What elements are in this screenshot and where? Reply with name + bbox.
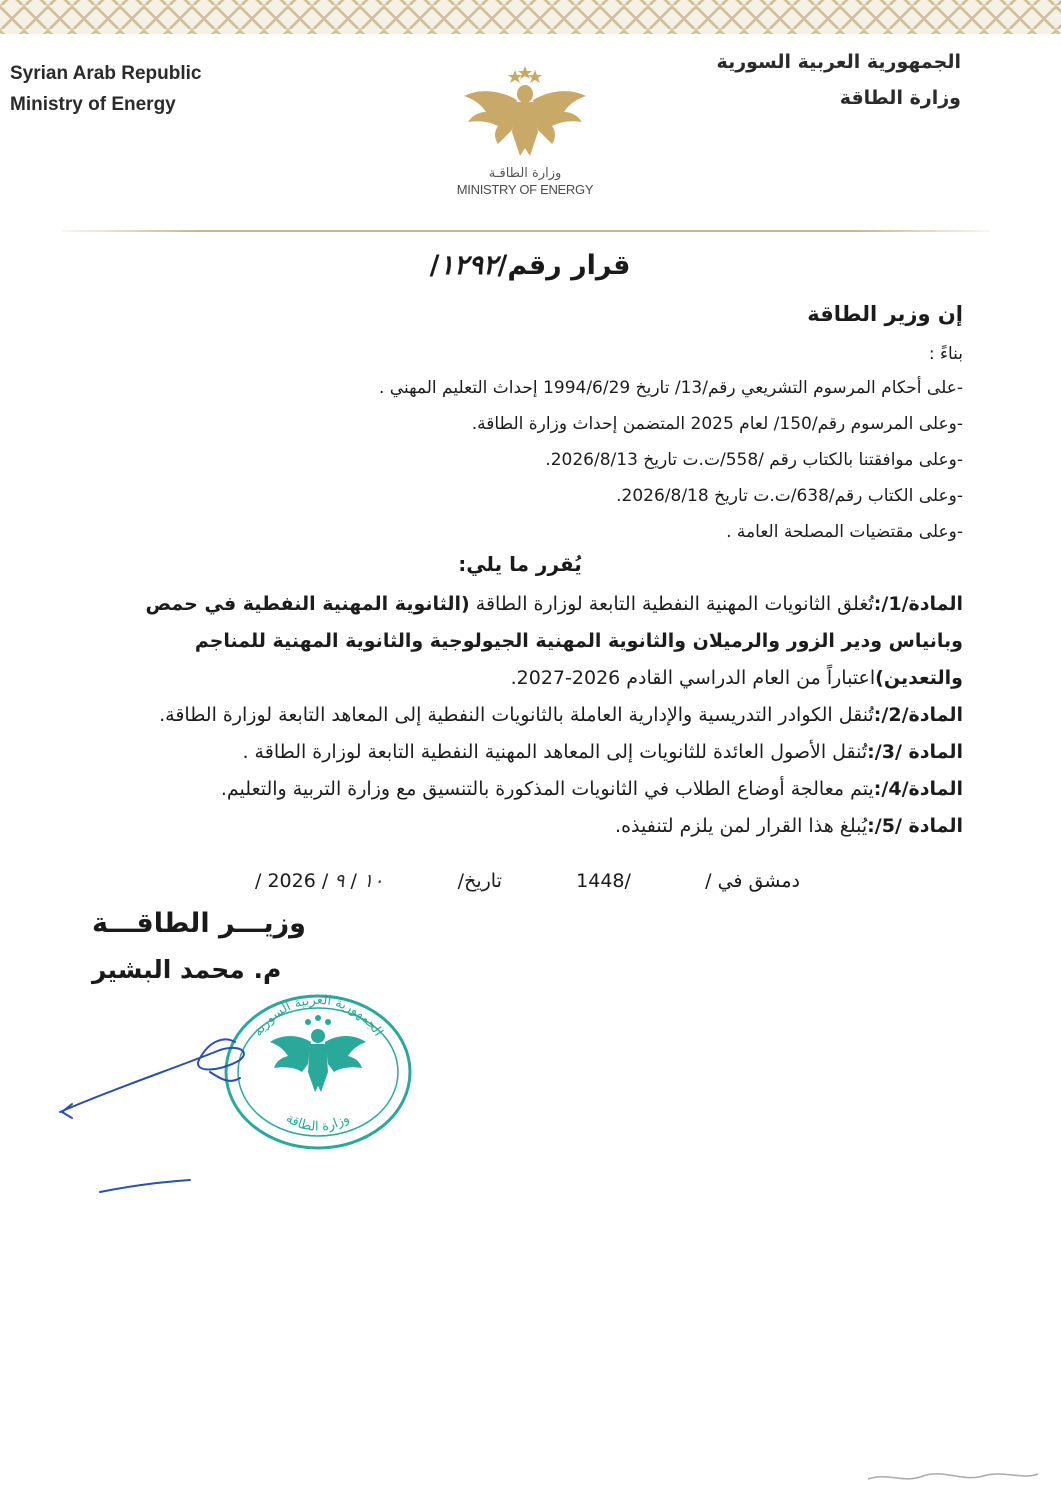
recital-item: -وعلى الكتاب رقم/638/ت.ت تاريخ 2026/8/18. bbox=[616, 486, 963, 506]
issue-date-line bbox=[255, 870, 800, 892]
header-en-ministry: Ministry of Energy bbox=[10, 94, 176, 115]
articles-list bbox=[100, 586, 963, 845]
decision-title-suffix: / bbox=[429, 250, 440, 281]
handwritten-signature bbox=[50, 1000, 270, 1200]
stamp-ring-text: الجمهورية العربية السورية bbox=[250, 992, 386, 1040]
header-ar-country: الجمهورية العربية السورية bbox=[716, 51, 961, 73]
decides-heading: يُقرر ما يلي: bbox=[458, 552, 582, 576]
article-text: يُبلغ هذا القرار لمن يلزم لتنفيذه. bbox=[615, 815, 868, 837]
date-hijri-year: /1448 bbox=[576, 870, 631, 892]
minister-heading: إن وزير الطاقة bbox=[807, 302, 963, 326]
header-en-country: Syrian Arab Republic bbox=[10, 63, 202, 84]
article-text: تُغلق الثانويات المهنية النفطية التابعة لوزارة الطاقة bbox=[469, 593, 874, 615]
based-on-label: بناءً : bbox=[928, 344, 963, 364]
emblem-caption-ar: وزارة الطاقـة bbox=[488, 166, 562, 181]
article-text: تُنقل الأصول العائدة للثانويات إلى المعاهد المهنية النفطية التابعة لوزارة الطاقة . bbox=[242, 741, 868, 763]
article-text: تُنقل الكوادر التدريسية والإدارية العاملة بالثانويات النفطية إلى المعاهد التابعة لوزارة الطاقة. bbox=[159, 704, 874, 726]
recitals-list bbox=[100, 370, 963, 550]
date-month: ٩ bbox=[334, 870, 345, 892]
article-2 bbox=[100, 697, 963, 734]
article-label: المادة /3/: bbox=[867, 741, 963, 763]
header-divider bbox=[62, 230, 990, 232]
article-text: اعتباراً من العام الدراسي القادم 2026-2027. bbox=[510, 667, 876, 689]
date-year: 2026 / bbox=[255, 870, 316, 892]
article-label: المادة/2/: bbox=[873, 704, 963, 726]
article-1 bbox=[100, 586, 963, 697]
header-ar-ministry: وزارة الطاقة bbox=[839, 87, 961, 109]
scribble-icon bbox=[863, 1464, 1043, 1488]
article-label: المادة/1/: bbox=[873, 593, 963, 615]
article-label: المادة /5/: bbox=[867, 815, 963, 837]
decorative-top-border bbox=[0, 0, 1061, 34]
header-english bbox=[10, 58, 201, 120]
article-text: يتم معالجة أوضاع الطلاب في الثانويات المذكورة بالتنسيق مع وزارة التربية والتعليم. bbox=[220, 778, 874, 800]
article-4 bbox=[100, 771, 963, 808]
header-arabic bbox=[717, 44, 961, 116]
signature-name: م. محمد البشير bbox=[92, 955, 282, 984]
date-damascus: دمشق في / bbox=[705, 870, 800, 892]
article-label: المادة/4/: bbox=[873, 778, 963, 800]
recital-item: -وعلى مقتضيات المصلحة العامة . bbox=[726, 522, 963, 542]
date-label: تاريخ/ bbox=[457, 870, 502, 892]
date-gregorian: ١٠ / ٩ / 2026 / bbox=[255, 870, 384, 892]
article-text-bold: (الثانوية المهنية النفطية في حمص وبانياس ودير الزور والرميلان والثانوية المهنية الجيولوجية والثانوية المهنية للمناجم والتعدين) bbox=[145, 593, 963, 689]
bottom-handwritten-note bbox=[863, 1464, 1043, 1492]
decision-number: ١٢٩٢ bbox=[439, 250, 498, 281]
recital-item: -وعلى المرسوم رقم/150/ لعام 2025 المتضمن إحداث وزارة الطاقة. bbox=[471, 414, 963, 434]
article-3 bbox=[100, 734, 963, 771]
svg-text:وزارة الطاقة bbox=[283, 1111, 352, 1135]
emblem-caption-en: MINISTRY OF ENERGY bbox=[456, 182, 594, 197]
date-day: ١٠ bbox=[363, 870, 384, 892]
decision-title-prefix: قرار رقم/ bbox=[497, 250, 631, 281]
stamp-bottom-text: وزارة الطاقة bbox=[283, 1110, 352, 1135]
recital-item: -على أحكام المرسوم التشريعي رقم/13/ تاريخ 1994/6/29 إحداث التعليم المهني . bbox=[378, 378, 963, 398]
eagle-emblem-icon bbox=[460, 60, 590, 160]
signature-title: وزيـــر الطاقـــة bbox=[92, 908, 306, 939]
recital-item: -وعلى موافقتنا بالكتاب رقم /558/ت.ت تاريخ 2026/8/13. bbox=[545, 450, 963, 470]
ministry-emblem bbox=[440, 60, 610, 197]
decision-title bbox=[380, 250, 680, 281]
article-5 bbox=[100, 808, 963, 845]
